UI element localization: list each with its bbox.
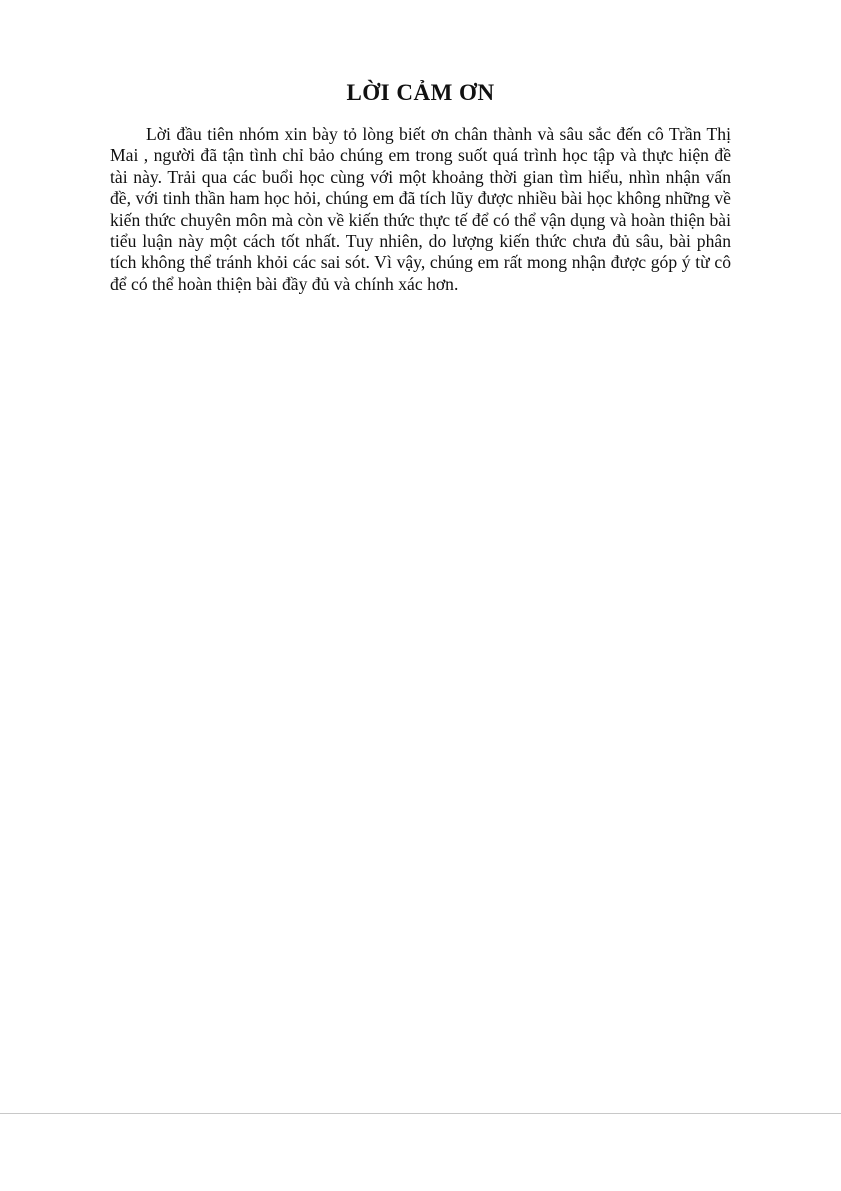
- acknowledgement-paragraph: Lời đầu tiên nhóm xin bày tỏ lòng biết ơn chân thành và sâu sắc đến cô Trần Thị Mai , người đã tận tình chỉ bảo chúng em trong suốt quá trình học tập và thực hiện đề tài này. Trải qua các buổi học cùng với một khoảng thời gian tìm hiểu, nhìn nhận vấn đề, với tinh thần ham học hỏi, chúng em đã tích lũy được nhiều bài học không những về kiến thức chuyên môn mà còn về kiến thức thực tế để có thể vận dụng và hoàn thiện bài tiểu luận này một cách tốt nhất. Tuy nhiên, do lượng kiến thức chưa đủ sâu, bài phân tích không thể tránh khỏi các sai sót. Vì vậy, chúng em rất mong nhận được góp ý từ cô để có thể hoàn thiện bài đầy đủ và chính xác hơn.: [110, 124, 731, 294]
- page-divider: [0, 1113, 841, 1114]
- page-title: LỜI CẢM ƠN: [346, 80, 495, 105]
